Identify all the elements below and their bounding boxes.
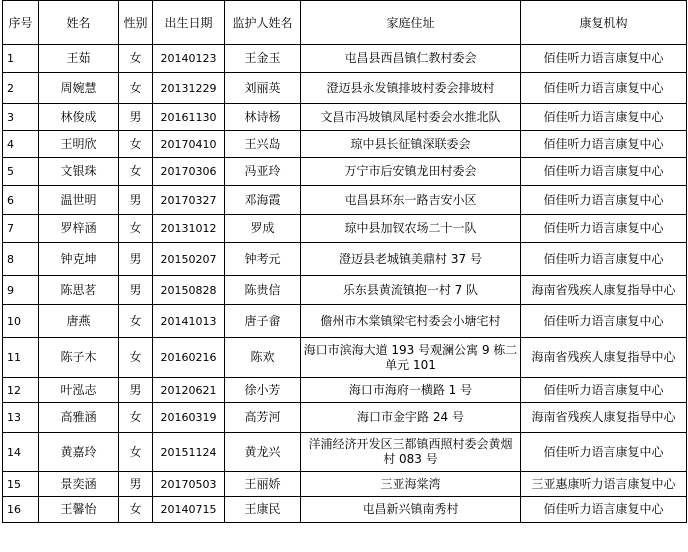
cell-birth-date: 20161130: [153, 104, 225, 131]
cell-address: 澄迈县老城镇美鼎村 37 号: [301, 243, 521, 276]
cell-address: 海口市海府一横路 1 号: [301, 378, 521, 403]
header-guardian: 监护人姓名: [225, 1, 301, 45]
cell-name: 高雅涵: [39, 403, 119, 433]
cell-address: 万宁市后安镇龙田村委会: [301, 158, 521, 186]
cell-gender: 男: [119, 276, 153, 305]
table-row: [3, 73, 687, 104]
cell-institution: 海南省残疾人康复指导中心: [521, 403, 687, 433]
cell-institution: 佰佳听力语言康复中心: [521, 186, 687, 215]
cell-institution: 佰佳听力语言康复中心: [521, 497, 687, 523]
cell-address: 海口市滨海大道 193 号观澜公寓 9 栋二单元 101: [301, 338, 521, 378]
cell-name: 林俊成: [39, 104, 119, 131]
cell-birth-date: 20170410: [153, 131, 225, 158]
header-institution: 康复机构: [521, 1, 687, 45]
table-row: [3, 131, 687, 158]
cell-birth-date: 20160216: [153, 338, 225, 378]
cell-name: 王馨怡: [39, 497, 119, 523]
cell-institution: 三亚惠康听力语言康复中心: [521, 472, 687, 497]
cell-gender: 女: [119, 433, 153, 472]
cell-no: 5: [3, 158, 39, 186]
cell-birth-date: 20160319: [153, 403, 225, 433]
cell-name: 文银珠: [39, 158, 119, 186]
cell-gender: 女: [119, 131, 153, 158]
cell-gender: 女: [119, 215, 153, 243]
table-row: [3, 433, 687, 472]
cell-guardian: 钟考元: [225, 243, 301, 276]
header-birth-date: 出生日期: [153, 1, 225, 45]
cell-birth-date: 20141013: [153, 305, 225, 338]
header-no: 序号: [3, 1, 39, 45]
cell-name: 黄嘉玲: [39, 433, 119, 472]
table-row: [3, 215, 687, 243]
cell-birth-date: 20131229: [153, 73, 225, 104]
cell-institution: 佰佳听力语言康复中心: [521, 243, 687, 276]
cell-name: 叶泓志: [39, 378, 119, 403]
header-address: 家庭住址: [301, 1, 521, 45]
cell-guardian: 冯亚玲: [225, 158, 301, 186]
cell-address: 屯昌县西昌镇仁教村委会: [301, 45, 521, 73]
cell-gender: 男: [119, 243, 153, 276]
cell-name: 温世明: [39, 186, 119, 215]
cell-no: 8: [3, 243, 39, 276]
table-row: [3, 338, 687, 378]
table-row: [3, 104, 687, 131]
cell-no: 9: [3, 276, 39, 305]
cell-no: 7: [3, 215, 39, 243]
table-row: [3, 497, 687, 523]
table-row: [3, 305, 687, 338]
cell-gender: 女: [119, 45, 153, 73]
table-row: [3, 243, 687, 276]
cell-birth-date: 20170503: [153, 472, 225, 497]
cell-no: 6: [3, 186, 39, 215]
cell-gender: 男: [119, 472, 153, 497]
cell-address: 澄迈县永发镇排坡村委会排坡村: [301, 73, 521, 104]
cell-guardian: 王康民: [225, 497, 301, 523]
cell-name: 景奕涵: [39, 472, 119, 497]
cell-name: 王明欣: [39, 131, 119, 158]
cell-guardian: 徐小芳: [225, 378, 301, 403]
table-row: [3, 45, 687, 73]
cell-guardian: 高芳河: [225, 403, 301, 433]
cell-guardian: 陈贵信: [225, 276, 301, 305]
cell-no: 2: [3, 73, 39, 104]
cell-name: 钟克坤: [39, 243, 119, 276]
cell-gender: 女: [119, 158, 153, 186]
cell-birth-date: 20140715: [153, 497, 225, 523]
table-row: [3, 403, 687, 433]
cell-institution: 佰佳听力语言康复中心: [521, 215, 687, 243]
header-row: [3, 1, 687, 45]
cell-guardian: 唐子畲: [225, 305, 301, 338]
table-row: [3, 158, 687, 186]
children-rehab-table: [2, 0, 687, 523]
cell-institution: 佰佳听力语言康复中心: [521, 378, 687, 403]
cell-gender: 女: [119, 497, 153, 523]
table-row: [3, 276, 687, 305]
cell-no: 15: [3, 472, 39, 497]
cell-institution: 海南省残疾人康复指导中心: [521, 338, 687, 378]
cell-no: 10: [3, 305, 39, 338]
cell-name: 陈子木: [39, 338, 119, 378]
cell-address: 琼中县长征镇深联委会: [301, 131, 521, 158]
cell-gender: 男: [119, 186, 153, 215]
cell-no: 11: [3, 338, 39, 378]
cell-birth-date: 20170327: [153, 186, 225, 215]
cell-birth-date: 20150828: [153, 276, 225, 305]
cell-institution: 佰佳听力语言康复中心: [521, 45, 687, 73]
cell-no: 1: [3, 45, 39, 73]
cell-guardian: 黄龙兴: [225, 433, 301, 472]
header-name: 姓名: [39, 1, 119, 45]
cell-address: 屯昌县环东一路吉安小区: [301, 186, 521, 215]
cell-guardian: 邓海霞: [225, 186, 301, 215]
table-row: [3, 378, 687, 403]
cell-no: 12: [3, 378, 39, 403]
cell-address: 洋浦经济开发区三都镇西照村委会黄烟村 083 号: [301, 433, 521, 472]
cell-name: 罗梓涵: [39, 215, 119, 243]
cell-institution: 佰佳听力语言康复中心: [521, 104, 687, 131]
table-row: [3, 186, 687, 215]
cell-institution: 佰佳听力语言康复中心: [521, 305, 687, 338]
cell-gender: 女: [119, 305, 153, 338]
cell-institution: 佰佳听力语言康复中心: [521, 73, 687, 104]
cell-name: 王茹: [39, 45, 119, 73]
cell-no: 3: [3, 104, 39, 131]
cell-guardian: 王兴岛: [225, 131, 301, 158]
cell-birth-date: 20131012: [153, 215, 225, 243]
cell-no: 4: [3, 131, 39, 158]
cell-institution: 佰佳听力语言康复中心: [521, 158, 687, 186]
cell-gender: 男: [119, 104, 153, 131]
cell-institution: 佰佳听力语言康复中心: [521, 131, 687, 158]
table-row: [3, 472, 687, 497]
cell-no: 13: [3, 403, 39, 433]
cell-no: 14: [3, 433, 39, 472]
cell-birth-date: 20120621: [153, 378, 225, 403]
cell-birth-date: 20140123: [153, 45, 225, 73]
cell-address: 海口市金宇路 24 号: [301, 403, 521, 433]
cell-guardian: 林诗杨: [225, 104, 301, 131]
cell-gender: 女: [119, 73, 153, 104]
cell-name: 陈思茗: [39, 276, 119, 305]
cell-address: 文昌市冯坡镇凤尾村委会水推北队: [301, 104, 521, 131]
cell-address: 琼中县加钗农场二十一队: [301, 215, 521, 243]
cell-institution: 佰佳听力语言康复中心: [521, 433, 687, 472]
cell-birth-date: 20150207: [153, 243, 225, 276]
cell-name: 唐燕: [39, 305, 119, 338]
cell-guardian: 罗成: [225, 215, 301, 243]
cell-no: 16: [3, 497, 39, 523]
cell-address: 儋州市木棠镇梁宅村委会小塘宅村: [301, 305, 521, 338]
cell-gender: 女: [119, 338, 153, 378]
cell-guardian: 陈欢: [225, 338, 301, 378]
cell-birth-date: 20151124: [153, 433, 225, 472]
cell-institution: 海南省残疾人康复指导中心: [521, 276, 687, 305]
cell-address: 乐东县黄流镇抱一村 7 队: [301, 276, 521, 305]
header-gender: 性别: [119, 1, 153, 45]
cell-gender: 男: [119, 378, 153, 403]
cell-guardian: 刘丽英: [225, 73, 301, 104]
cell-guardian: 王金玉: [225, 45, 301, 73]
cell-address: 三亚海棠湾: [301, 472, 521, 497]
cell-birth-date: 20170306: [153, 158, 225, 186]
cell-name: 周婉慧: [39, 73, 119, 104]
cell-gender: 女: [119, 403, 153, 433]
cell-address: 屯昌新兴镇南秀村: [301, 497, 521, 523]
cell-guardian: 王丽娇: [225, 472, 301, 497]
